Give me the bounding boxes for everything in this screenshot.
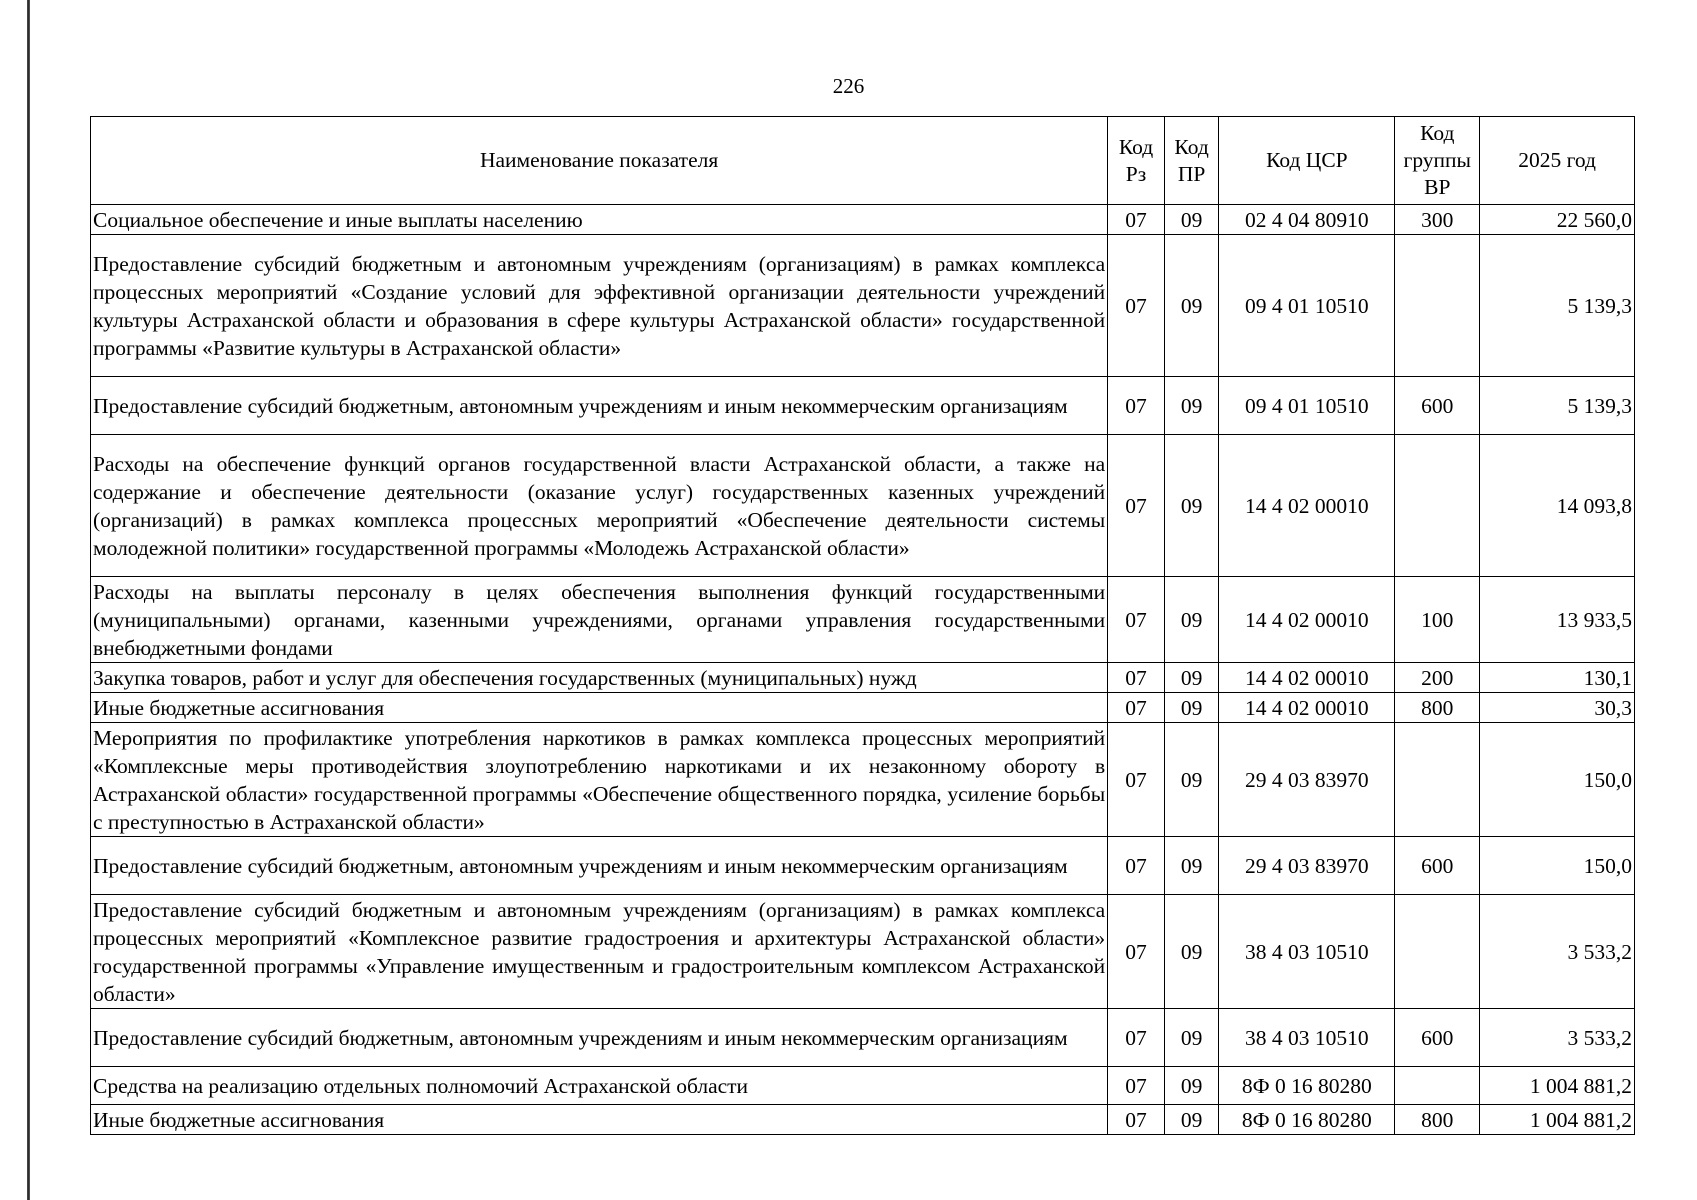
row-csr: 29 4 03 83970	[1219, 837, 1395, 895]
row-pr: 09	[1164, 895, 1219, 1009]
row-rz: 07	[1108, 205, 1165, 235]
row-csr: 8Ф 0 16 80280	[1219, 1105, 1395, 1135]
row-vr: 800	[1395, 1105, 1480, 1135]
row-pr: 09	[1164, 435, 1219, 577]
header-name: Наименование показателя	[91, 117, 1108, 205]
row-csr: 02 4 04 80910	[1219, 205, 1395, 235]
row-vr: 600	[1395, 1009, 1480, 1067]
header-rz: Код Рз	[1108, 117, 1165, 205]
row-pr: 09	[1164, 1105, 1219, 1135]
row-csr: 09 4 01 10510	[1219, 377, 1395, 435]
header-year: 2025 год	[1480, 117, 1635, 205]
row-csr: 14 4 02 00010	[1219, 663, 1395, 693]
row-pr: 09	[1164, 693, 1219, 723]
row-vr: 600	[1395, 377, 1480, 435]
row-rz: 07	[1108, 577, 1165, 663]
row-rz: 07	[1108, 435, 1165, 577]
row-pr: 09	[1164, 1067, 1219, 1105]
row-name: Предоставление субсидий бюджетным, автономным учреждениям и иным некоммерческим организациям	[91, 837, 1108, 895]
page-number: 226	[832, 74, 865, 98]
row-amount: 3 533,2	[1480, 895, 1635, 1009]
table-body	[91, 205, 1635, 1135]
row-vr: 100	[1395, 577, 1480, 663]
row-rz: 07	[1108, 1067, 1165, 1105]
row-vr	[1395, 235, 1480, 377]
row-vr	[1395, 723, 1480, 837]
header-csr: Код ЦСР	[1219, 117, 1395, 205]
row-name: Социальное обеспечение и иные выплаты населению	[91, 205, 1108, 235]
row-name: Предоставление субсидий бюджетным и автономным учреждениям (организациям) в рамках комплекса процессных мероприятий «Комплексное развитие градостроения и архитектуры Астраханской области» государственной программы «Управление имущественным и градостроительным комплексом Астраханской области»	[91, 895, 1108, 1009]
row-name: Иные бюджетные ассигнования	[91, 1105, 1108, 1135]
budget-table	[90, 116, 1635, 1135]
row-name: Предоставление субсидий бюджетным, автономным учреждениям и иным некоммерческим организациям	[91, 1009, 1108, 1067]
row-amount: 13 933,5	[1480, 577, 1635, 663]
header-vr: Код группы ВР	[1395, 117, 1480, 205]
row-csr: 38 4 03 10510	[1219, 1009, 1395, 1067]
row-rz: 07	[1108, 693, 1165, 723]
table-header	[91, 117, 1635, 205]
row-pr: 09	[1164, 577, 1219, 663]
row-vr	[1395, 1067, 1480, 1105]
scan-edge-line	[27, 0, 30, 1200]
table-row	[91, 693, 1635, 723]
table-row	[91, 1009, 1635, 1067]
row-rz: 07	[1108, 1009, 1165, 1067]
row-pr: 09	[1164, 1009, 1219, 1067]
row-rz: 07	[1108, 235, 1165, 377]
row-amount: 1 004 881,2	[1480, 1105, 1635, 1135]
table-row	[91, 1067, 1635, 1105]
row-csr: 14 4 02 00010	[1219, 577, 1395, 663]
table-row	[91, 837, 1635, 895]
row-rz: 07	[1108, 377, 1165, 435]
row-vr	[1395, 895, 1480, 1009]
row-name: Средства на реализацию отдельных полномочий Астраханской области	[91, 1067, 1108, 1105]
row-amount: 150,0	[1480, 723, 1635, 837]
row-rz: 07	[1108, 895, 1165, 1009]
table-row	[91, 435, 1635, 577]
table-row	[91, 723, 1635, 837]
row-name: Предоставление субсидий бюджетным и автономным учреждениям (организациям) в рамках комплекса процессных мероприятий «Создание условий для эффективной организации деятельности учреждений культуры Астраханской области и образования в сфере культуры Астраханской области» государственной программы «Развитие культуры в Астраханской области»	[91, 235, 1108, 377]
row-pr: 09	[1164, 235, 1219, 377]
row-pr: 09	[1164, 837, 1219, 895]
row-csr: 14 4 02 00010	[1219, 435, 1395, 577]
table-row	[91, 235, 1635, 377]
row-amount: 150,0	[1480, 837, 1635, 895]
table-row	[91, 577, 1635, 663]
row-vr: 800	[1395, 693, 1480, 723]
table-row	[91, 377, 1635, 435]
row-csr: 09 4 01 10510	[1219, 235, 1395, 377]
row-name: Предоставление субсидий бюджетным, автономным учреждениям и иным некоммерческим организациям	[91, 377, 1108, 435]
table-row	[91, 205, 1635, 235]
row-vr: 300	[1395, 205, 1480, 235]
row-name: Расходы на обеспечение функций органов государственной власти Астраханской области, а также на содержание и обеспечение деятельности (оказание услуг) государственных казенных учреждений (организаций) в рамках комплекса процессных мероприятий «Обеспечение деятельности системы молодежной политики» государственной программы «Молодежь Астраханской области»	[91, 435, 1108, 577]
row-amount: 5 139,3	[1480, 377, 1635, 435]
row-amount: 5 139,3	[1480, 235, 1635, 377]
row-csr: 38 4 03 10510	[1219, 895, 1395, 1009]
row-rz: 07	[1108, 837, 1165, 895]
row-amount: 130,1	[1480, 663, 1635, 693]
row-amount: 22 560,0	[1480, 205, 1635, 235]
row-vr: 200	[1395, 663, 1480, 693]
row-rz: 07	[1108, 723, 1165, 837]
row-amount: 30,3	[1480, 693, 1635, 723]
row-csr: 29 4 03 83970	[1219, 723, 1395, 837]
row-amount: 14 093,8	[1480, 435, 1635, 577]
table-row	[91, 895, 1635, 1009]
row-csr: 14 4 02 00010	[1219, 693, 1395, 723]
row-name: Закупка товаров, работ и услуг для обеспечения государственных (муниципальных) нужд	[91, 663, 1108, 693]
row-name: Иные бюджетные ассигнования	[91, 693, 1108, 723]
header-row	[91, 117, 1635, 205]
row-rz: 07	[1108, 663, 1165, 693]
table-row	[91, 663, 1635, 693]
row-pr: 09	[1164, 205, 1219, 235]
row-amount: 3 533,2	[1480, 1009, 1635, 1067]
row-rz: 07	[1108, 1105, 1165, 1135]
header-pr: Код ПР	[1164, 117, 1219, 205]
row-name: Расходы на выплаты персоналу в целях обеспечения выполнения функций государственными (муниципальными) органами, казенными учреждениями, органами управления государственными внебюджетными фондами	[91, 577, 1108, 663]
row-pr: 09	[1164, 377, 1219, 435]
row-name: Мероприятия по профилактике употребления наркотиков в рамках комплекса процессных мероприятий «Комплексные меры противодействия злоупотреблению наркотиками и их незаконному обороту в Астраханской области» государственной программы «Обеспечение общественного порядка, усиление борьбы с преступностью в Астраханской области»	[91, 723, 1108, 837]
row-amount: 1 004 881,2	[1480, 1067, 1635, 1105]
row-pr: 09	[1164, 663, 1219, 693]
row-csr: 8Ф 0 16 80280	[1219, 1067, 1395, 1105]
table-row	[91, 1105, 1635, 1135]
row-pr: 09	[1164, 723, 1219, 837]
row-vr	[1395, 435, 1480, 577]
row-vr: 600	[1395, 837, 1480, 895]
